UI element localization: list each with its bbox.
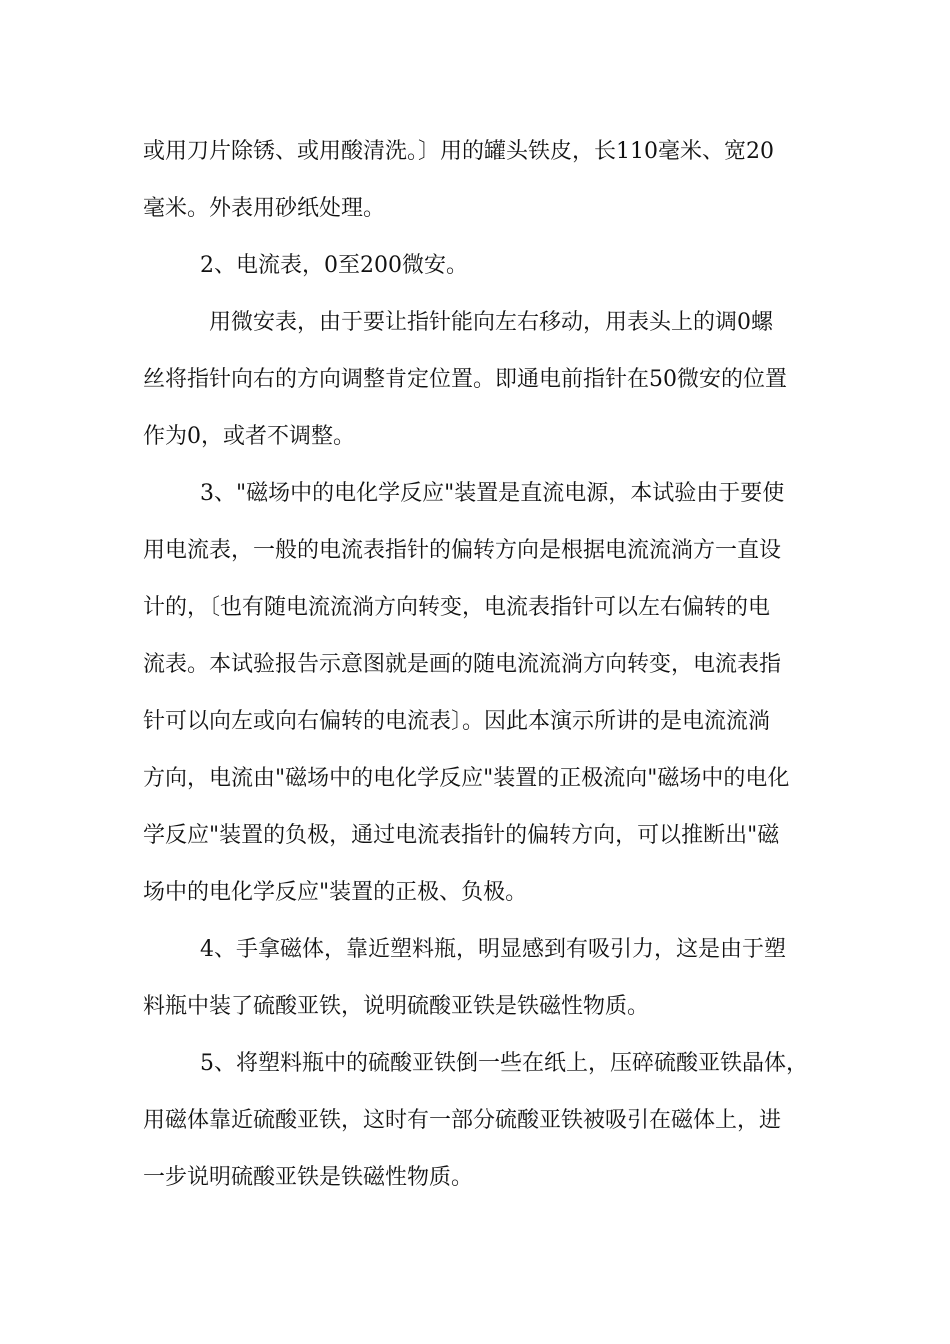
text-line: 学反应"装置的负极，通过电流表指针的偏转方向，可以推断出"磁	[143, 823, 780, 848]
text-line: 3、"磁场中的电化学反应"装置是直流电源，本试验由于要使	[200, 481, 785, 506]
text-line: 用电流表，一般的电流表指针的偏转方向是根据电流流淌方一直设	[143, 538, 782, 563]
document-body	[143, 129, 811, 1212]
text-line: 针可以向左或向右偏转的电流表〕。因此本演示所讲的是电流流淌	[143, 709, 771, 734]
text-line: 用磁体靠近硫酸亚铁，这时有一部分硫酸亚铁被吸引在磁体上，进	[143, 1108, 782, 1133]
text-line: 方向，电流由"磁场中的电化学反应"装置的正极流向"磁场中的电化	[143, 766, 790, 791]
text-line: 4、手拿磁体，靠近塑料瓶，明显感到有吸引力，这是由于塑	[200, 937, 786, 962]
text-line: 一步说明硫酸亚铁是铁磁性物质。	[143, 1165, 474, 1190]
text-line: 计的，〔也有随电流流淌方向转变，电流表指针可以左右偏转的电	[143, 595, 771, 620]
text-line: 或用刀片除锈、或用酸清洗。〕用的罐头铁皮，长110毫米、宽20	[143, 139, 774, 164]
text-line: 作为0，或者不调整。	[143, 424, 355, 449]
text-line: 毫米。外表用砂纸处理。	[143, 196, 386, 221]
text-line: 2、电流表，0至200微安。	[200, 253, 468, 278]
text-line: 场中的电化学反应"装置的正极、负极。	[143, 880, 528, 905]
text-line: 用微安表，由于要让指针能向左右移动，用表头上的调0螺	[209, 310, 773, 335]
text-line: 料瓶中装了硫酸亚铁，说明硫酸亚铁是铁磁性物质。	[143, 994, 650, 1019]
text-line: 流表。本试验报告示意图就是画的随电流流淌方向转变，电流表指	[143, 652, 782, 677]
text-line: 丝将指针向右的方向调整肯定位置。即通电前指针在50微安的位置	[143, 367, 787, 392]
text-line: 5、将塑料瓶中的硫酸亚铁倒一些在纸上，压碎硫酸亚铁晶体，	[200, 1051, 808, 1076]
